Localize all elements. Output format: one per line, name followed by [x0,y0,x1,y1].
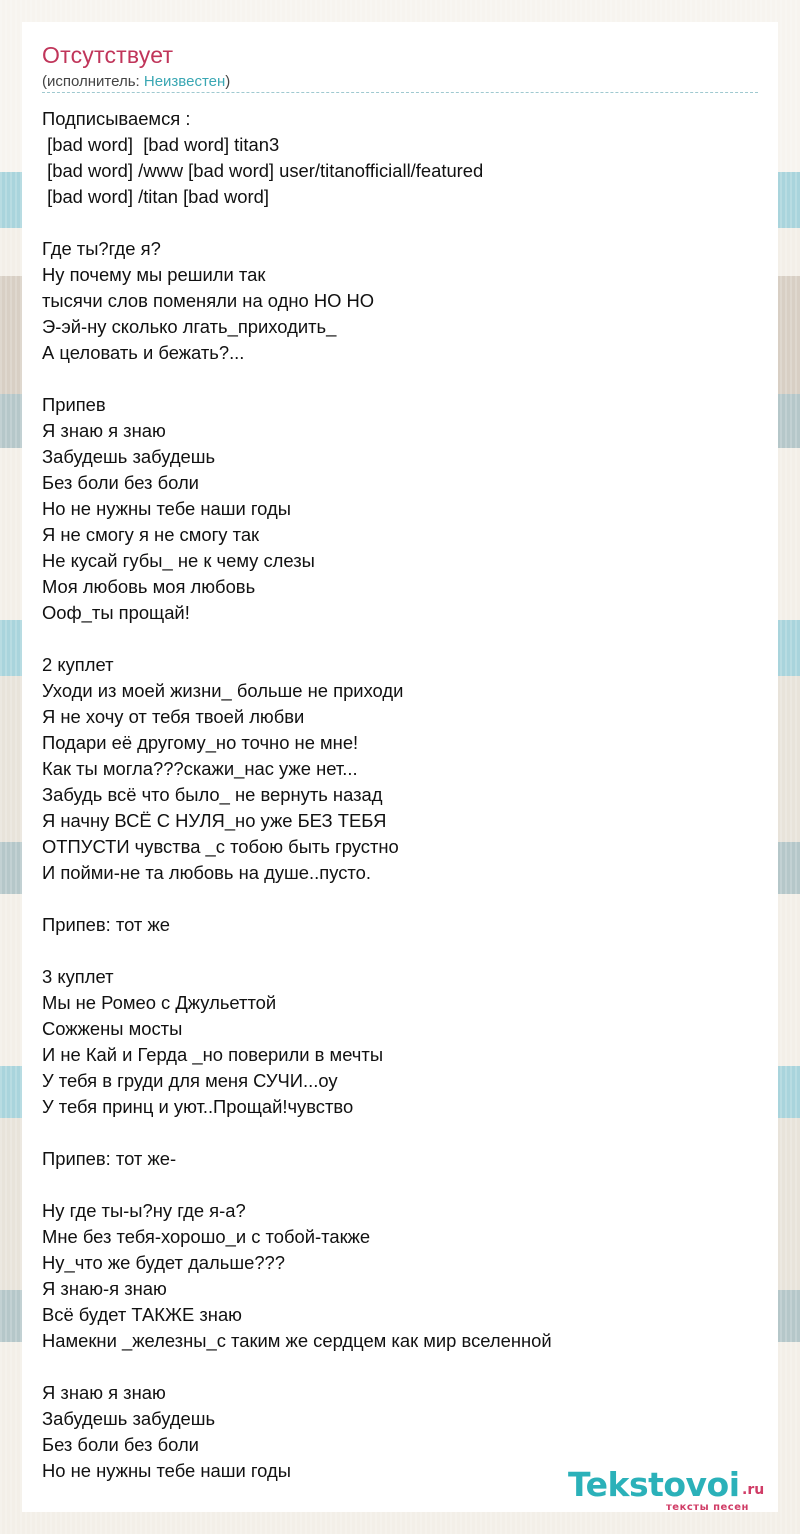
lyric-line: Я знаю я знаю [42,1382,166,1403]
lyric-line: Забудешь забудешь [42,446,216,467]
lyric-line: Без боли без боли [42,472,199,493]
lyric-line: Не кусай губы_ не к чему слезы [42,550,315,571]
lyric-line: Забудешь забудешь [42,1408,216,1429]
lyric-line: Но не нужны тебе наши годы [42,1460,291,1481]
lyric-line: 2 куплет [42,654,114,675]
lyrics-card [22,22,778,1512]
lyric-line: Мне без тебя-хорошо_и с тобой-также [42,1226,371,1247]
lyric-line: ОТПУСТИ чувства _с тобою быть грустно [42,836,399,857]
lyric-line: Я знаю-я знаю [42,1278,167,1299]
logo-tld: .ru [742,1482,765,1498]
lyric-line: Я знаю я знаю [42,420,166,441]
artist-suffix: ) [225,73,231,90]
lyric-line: [bad word] /www [bad word] user/titanofficiall/featured [42,160,484,181]
lyrics-text [42,106,758,1484]
lyric-line [42,366,758,392]
lyric-line: Припев [42,394,106,415]
lyric-line: Ооф_ты прощай! [42,602,190,623]
lyric-line: А целовать и бежать?... [42,342,245,363]
logo-tagline: тексты песен [666,1502,749,1513]
lyric-line: И пойми-не та любовь на душе..пусто. [42,862,371,883]
lyric-line [42,938,758,964]
lyric-line: Ну где ты-ы?ну где я-а? [42,1200,246,1221]
lyric-line: Я не хочу от тебя твоей любви [42,706,305,727]
lyric-line: Припев: тот же [42,914,170,935]
lyric-line [42,1120,758,1146]
lyric-line: Подари её другому_но точно не мне! [42,732,359,753]
lyric-line [42,210,758,236]
lyric-line: Но не нужны тебе наши годы [42,498,291,519]
lyric-line: Без боли без боли [42,1434,199,1455]
lyric-line: [bad word] [bad word] titan3 [42,134,280,155]
lyric-line [42,1354,758,1380]
lyric-line: 3 куплет [42,966,114,987]
lyric-line [42,886,758,912]
lyric-line: Уходи из моей жизни_ больше не приходи [42,680,404,701]
lyric-line [42,1172,758,1198]
lyric-line: Я начну ВСЁ С НУЛЯ_но уже БЕЗ ТЕБЯ [42,810,387,831]
lyric-line: Как ты могла???скажи_нас уже нет... [42,758,358,779]
lyric-line: У тебя принц и уют..Прощай!чувство [42,1096,354,1117]
lyric-line: Припев: тот же- [42,1148,177,1169]
lyric-line: [bad word] /titan [bad word] [42,186,269,207]
lyric-line: Моя любовь моя любовь [42,576,256,597]
artist-link[interactable]: Неизвестен [143,73,226,90]
lyric-line: Ну почему мы решили так [42,264,266,285]
logo-wordmark: Tekstovoi [568,1465,740,1504]
lyric-line: Э-эй-ну сколько лгать_приходить_ [42,316,337,337]
lyric-line: Сожжены мосты [42,1018,183,1039]
lyric-line: Намекни _железны_с таким же сердцем как мир вселенной [42,1330,552,1351]
lyric-line: У тебя в груди для меня СУЧИ...оу [42,1070,338,1091]
artist-prefix: (исполнитель: [42,73,144,90]
lyric-line: Ну_что же будет дальше??? [42,1252,286,1273]
lyric-line: Где ты?где я? [42,238,161,259]
artist-line [42,73,230,90]
lyric-line: И не Кай и Герда _но поверили в мечты [42,1044,384,1065]
title-divider [42,92,758,93]
lyric-line: Подписываемся : [42,108,191,129]
lyric-line [42,626,758,652]
lyric-line: Всё будет ТАКЖЕ знаю [42,1304,242,1325]
lyric-line: Забудь всё что было_ не вернуть назад [42,784,383,805]
lyric-line: Я не смогу я не смогу так [42,524,260,545]
lyric-line: тысячи слов поменяли на одно НО НО [42,290,375,311]
site-logo[interactable] [568,1465,778,1515]
song-title: Отсутствует [42,42,174,68]
lyric-line: Мы не Ромео с Джульеттой [42,992,277,1013]
